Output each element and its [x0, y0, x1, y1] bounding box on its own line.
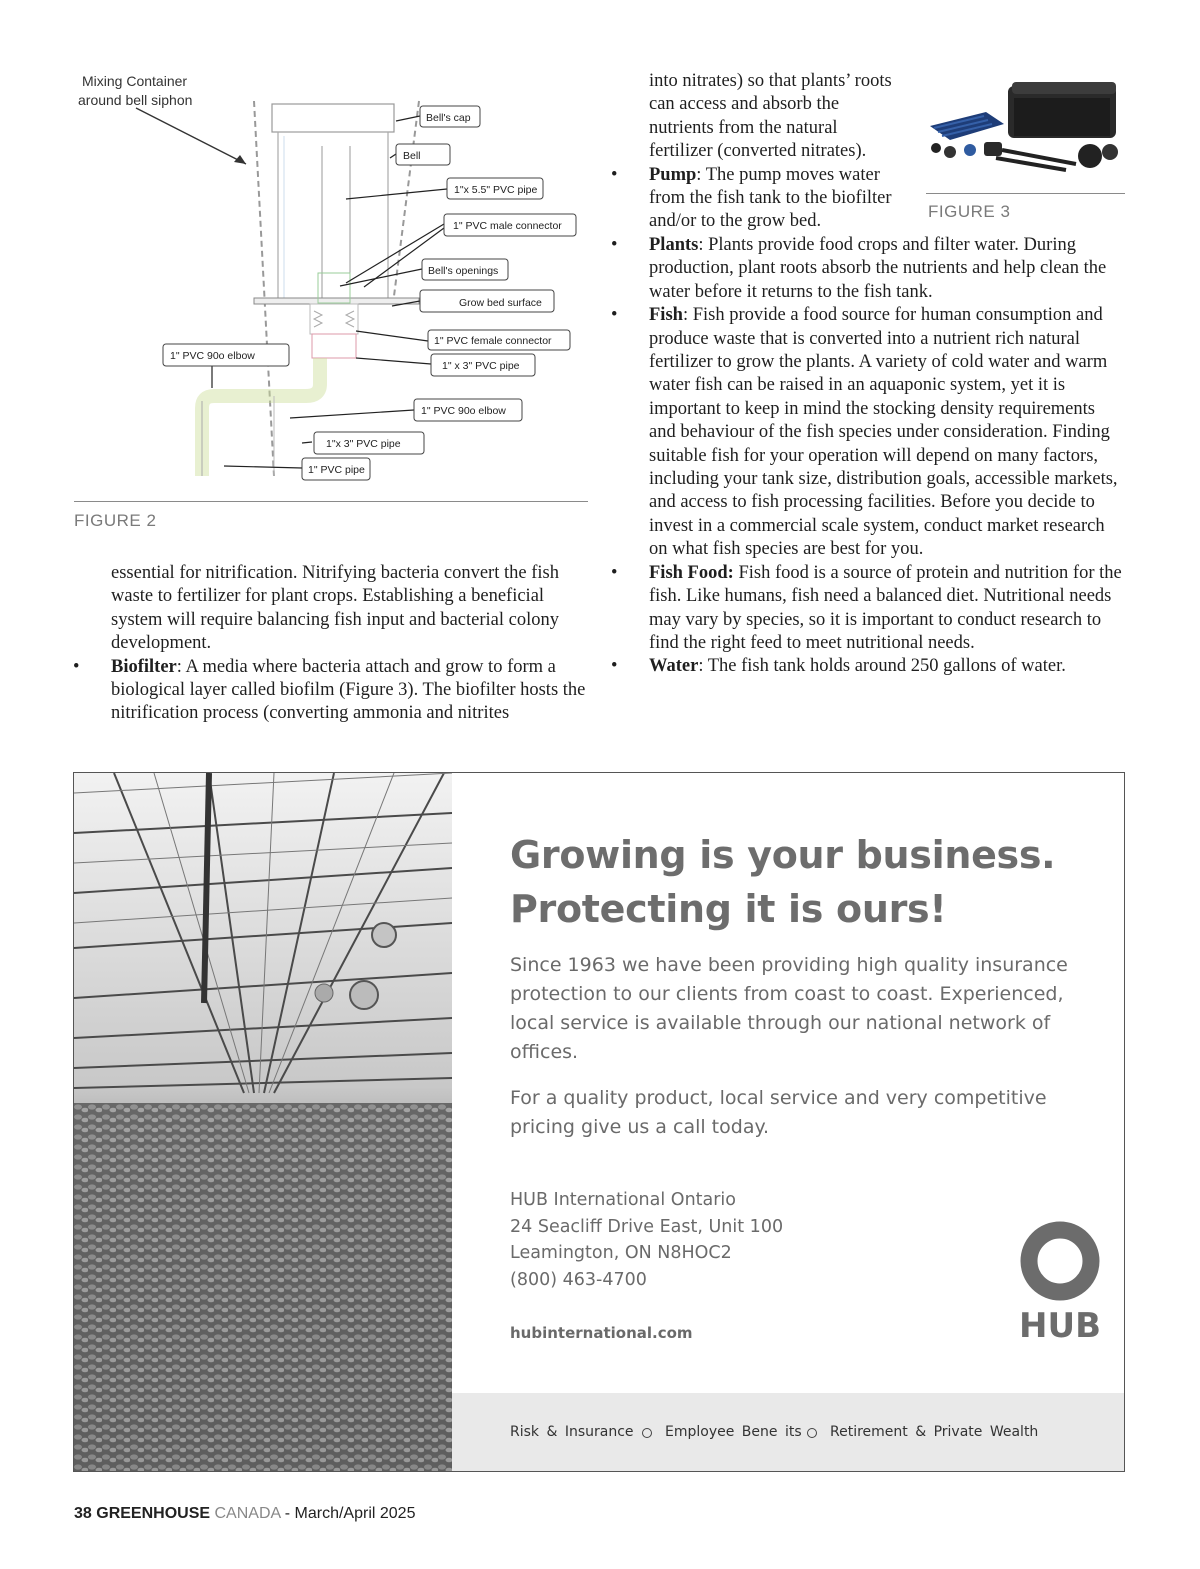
- issue-date: - March/April 2025: [280, 1505, 416, 1522]
- fish-food-term: Fish Food:: [649, 562, 734, 583]
- figure-3-caption: FIGURE 3: [928, 202, 1011, 221]
- bell-siphon-diagram: [74, 66, 588, 486]
- figure-2-rule: [74, 501, 588, 502]
- separator-circle-icon: [642, 1428, 652, 1438]
- hub-logo: [980, 1213, 1120, 1343]
- pump-text: : The pump moves water from the fish tank to the biofilter and/or to the grow bed.: [649, 164, 892, 232]
- ad-footer-retirement: Retirement & Private Wealth: [830, 1424, 1039, 1440]
- hub-logo-text: HUB: [1019, 1306, 1101, 1343]
- figure-2-caption: FIGURE 2: [74, 511, 157, 530]
- fish-food-bullet: [611, 562, 1125, 656]
- right-column-top-text: [611, 70, 894, 234]
- label-male-connector: 1" PVC male connector: [453, 220, 562, 232]
- water-text: : The fish tank holds around 250 gallons of water.: [698, 656, 1066, 677]
- bullet-dot: •: [611, 562, 618, 583]
- diagram-title-1: Mixing Container: [82, 73, 188, 89]
- greenhouse-photo: [74, 773, 452, 1471]
- biofilter-text: : A media where bacteria attach and grow to form a biological layer called biofilm (Figure 3). The biofilter hosts the nitrification process (converting ammonia and nitrites: [111, 656, 586, 724]
- label-pipe-1x5: 1"x 5.5" PVC pipe: [454, 184, 538, 196]
- ad-paragraph-1-text: Since 1963 we have been providing high quality insurance protection to our clients from coast to coast. Experienced, local service is available through our national network of offices.: [510, 954, 1068, 1063]
- magazine-name: GREENHOUSE: [96, 1505, 211, 1522]
- fish-term: Fish: [649, 305, 683, 326]
- label-grow-bed: Grow bed surface: [459, 297, 542, 309]
- ad-paragraph-1: [510, 951, 1070, 1067]
- diagram-title-2: around bell siphon: [78, 92, 193, 108]
- bullet-dot: •: [611, 164, 618, 185]
- bullet-dot: •: [611, 235, 618, 255]
- figure-2-bell-siphon-diagram: [74, 66, 588, 486]
- hub-insurance-ad: [73, 772, 1125, 1472]
- ad-street: 24 Seacliff Drive East, Unit 100: [510, 1216, 784, 1237]
- figure-3-rule: [926, 193, 1125, 194]
- page-number: 38: [74, 1505, 92, 1522]
- bullet-dot: •: [73, 656, 80, 677]
- hub-logo-mark: [980, 1213, 1120, 1343]
- label-elbow-right: 1" PVC 90o elbow: [421, 405, 506, 417]
- bullet-dot: •: [611, 656, 618, 677]
- magazine-country: CANADA: [214, 1505, 281, 1522]
- water-term: Water: [649, 656, 699, 677]
- plants-text: : Plants provide food crops and filter water. During production, plant roots absorb the nutrients and help clean the water before it returns to the fish tank.: [649, 235, 1107, 302]
- separator-circle-icon: [807, 1428, 817, 1438]
- fish-text: : Fish provide a food source for human consumption and produce waste that is converted into a nutrient rich natural fertilizer to grow the plants. A variety of cold water and warm water fish can be raised in an aquaponic system, yet it is important to keep in mind the stocking density requirements and behaviour of the fish species under consideration. Finding suitable fish for your operation will depend on many factors, including your tank size, distribution goals, accessible markets, and access to fish processing facilities. Before you decide to invest in a commercial scale system, conduct market research on what fish species are best for you.: [649, 305, 1118, 560]
- ad-footer-employee: Employee Bene its: [665, 1424, 802, 1440]
- label-pipe-1x3-a: 1" x 3" PVC pipe: [442, 360, 520, 372]
- ad-paragraph-2-text: For a quality product, local service and very competitive pricing give us a call today.: [510, 1087, 1047, 1138]
- right-continued-paragraph: into nitrates) so that plants’ roots can access and absorb the nutrients from the natural fertilizer (converted nitrates).: [649, 71, 892, 162]
- plants-bullet: [611, 234, 1125, 304]
- biofilter-term: Biofilter: [111, 656, 177, 677]
- pump-term: Pump: [649, 164, 697, 185]
- greenhouse-interior-image: [74, 773, 452, 1471]
- ad-website-link[interactable]: hubinternational.com: [510, 1324, 693, 1342]
- water-bullet: [611, 655, 1125, 678]
- page-footer: [74, 1505, 415, 1523]
- ad-address-block: [510, 1187, 783, 1293]
- left-column-text: [73, 562, 587, 726]
- fish-bullet: [611, 304, 1125, 561]
- label-bells-cap: Bell's cap: [426, 112, 471, 124]
- ad-content: [452, 773, 1124, 1393]
- right-column-text: [611, 234, 1125, 679]
- left-continued-paragraph: essential for nitrification. Nitrifying bacteria convert the fish waste to fertilizer for plant crops. Establishing a beneficial system will require balancing fish input and bacterial colony development.: [111, 563, 559, 654]
- bullet-dot: •: [611, 305, 618, 326]
- ad-headline-2: Protecting it is ours!: [510, 887, 947, 931]
- ad-paragraph-2: [510, 1084, 1070, 1142]
- label-bell: Bell: [403, 150, 421, 162]
- ad-footer-bar: [452, 1393, 1125, 1471]
- ad-phone[interactable]: (800) 463-4700: [510, 1269, 647, 1290]
- label-female-connector: 1" PVC female connector: [434, 335, 552, 347]
- ad-headline-1: Growing is your business.: [510, 833, 1056, 877]
- label-pipe-1x3-b: 1"x 3" PVC pipe: [326, 438, 401, 450]
- figure-3-biofilter-photo: [926, 78, 1126, 178]
- ad-city: Leamington, ON N8HOC2: [510, 1243, 732, 1263]
- ad-footer-risk: Risk & Insurance: [510, 1424, 634, 1440]
- pump-bullet: [611, 164, 894, 234]
- biofilter-bullet: [73, 656, 587, 726]
- biofilter-kit-illustration: [926, 78, 1126, 178]
- label-pvc-pipe: 1" PVC pipe: [308, 464, 365, 476]
- ad-company: HUB International Ontario: [510, 1190, 737, 1210]
- label-bells-openings: Bell's openings: [428, 265, 499, 277]
- fish-food-text: Fish food is a source of protein and nutrition for the fish. Like humans, fish need a balanced diet. Nutritional needs may vary by species, so it is important to conduct research to find the right feed to meet nutritional needs.: [649, 562, 1122, 653]
- plants-term: Plants: [649, 235, 699, 255]
- label-elbow-left: 1" PVC 90o elbow: [170, 350, 255, 362]
